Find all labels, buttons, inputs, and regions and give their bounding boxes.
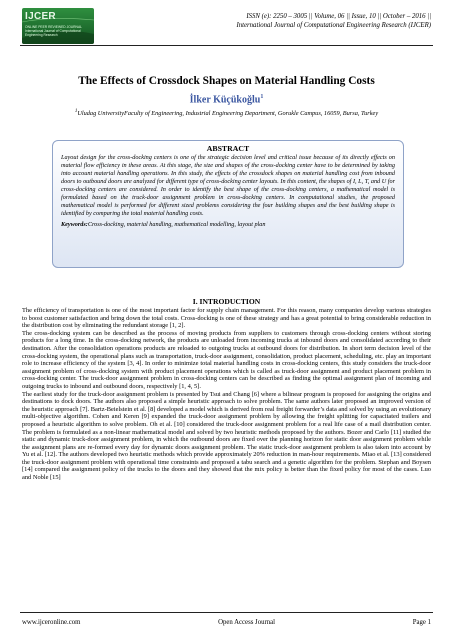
paper-title: The Effects of Crossdock Shapes on Material Handling Costs [78,75,375,87]
body-paragraph: The cross-docking system can be described as the process of moving products from suppliers to customers through cross-docking centers without storing products for a long time. In the cross-docking network, the products are unloaded from incoming trucks at inbound doors and consolidated according to their destination. After the consolidation operations products are reloaded to outgoing trucks at outbound doors for distribution. In short term decision level of the cross-docking system, the operational plans such as transportation, truck-door assignment, consolidation, product placement, scheduling, etc. play an important role to increase efficiency of the system [3, 4]. In order to minimize total material handling costs in cross-docking centers, this study considers the truck-door assignment problem of cross-docking system with product placement operations which is called as truck-door assignment and product placement problem in cross-docking center. The truck-door assignment problem in cross-docking centers can be described as finding the optimal assignment plan of incoming and outgoing trucks to inbound and outbound doors, respectively [1, 4, 5]. [22,329,431,390]
body-paragraph: The earliest study for the truck-door assignment problem is presented by Tsui and Chang [6] where a bilinear program is proposed for assigning the origins and destinations to dock doors. The authors also proposed a simple heuristic approach to solve problem. The same authors later proposed an improved version of the heuristic approach [7]. Bartz-Beielstein et al. [8] developed a model which is derived from real freight forwarder’s data and solved by using an evolutionary multi-objective algorithm. Cohen and Keren [9] expanded the truck-door assignment problem by allowing the freight splitting for capacitated trailers and proposed a heuristic algorithm to solve problem. Oh et al. [10] considered the truck-door assignment problem for a real life case of a mail distribution center. The problem is formulated as a non-linear mathematical model and solved by two heuristic methods proposed by the authors. Bozer and Carlo [11] studied the static and dynamic truck-door assignment problem, in which the outbound doors are fixed over the planning horizon for static door assignment problem while the assignment plans are re-formed every day for dynamic doors assignment problem. The static truck-door assignment problem is also taken into account by Yu et al. [12]. The authors developed two heuristic methods which provide approximately 20% reduction in man-hour requirements. Miao et al. [13] considered the truck-door assignment problem with operational time constraints and proposed a tabu search and a genetic algorithm for the problem. Stephan and Boysen [14] compared the assignment policy of the trucks to the doors and they showed that the mix policy is better than the fixed policy for most of the cases. Luo and Noble [15] [22,390,431,482]
body-text [22,307,431,482]
affiliation-text: Uludag UniversityFaculty of Engineering, Industrial Engineering Department, Gorukle Campus, 16059, Bursa, Turkey [77,110,379,118]
keywords-line [61,221,395,229]
journal-header-info [236,12,431,30]
abstract-box [52,140,404,268]
keywords-text: Cross-docking, material handling, mathematical modelling, layout plan [87,221,266,229]
footer-center-text: Open Access Journal [218,619,276,626]
journal-logo [22,8,94,44]
section-heading: I. INTRODUCTION [192,297,261,306]
author-name: İlker Küçükoğlu [189,94,261,106]
author-superscript: 1 [260,94,264,100]
page-footer [22,619,431,626]
paper-author [20,94,433,105]
abstract-heading: ABSTRACT [206,144,250,153]
abstract-text: Layout design for the cross-docking centers is one of the strategic decision level and critical issue because of its directly effects on material flow efficiency in these areas. At this stage, the size and shapes of the cross-docking center have to be determined by taking into account material handling operations. In this study, the effects of the crossdock shapes on material handling cost from inbound doors to outbound doors are analyzed for different type of cross-docking center layouts. In this content, the shapes of I, L, T, and U for cross-docking centers are considered. In order to identify the best shape of the cross-docking centers, a mathematical model is formulated based on the truck-door assignment problem in cross-docking centers. In computational studies, the proposed mathematical model is performed for different sized problems considering the four building shapes and the best building shape is identified by comparing the total material handling costs. [61,154,395,218]
journal-name-line: International Journal of Computational Engineering Research (IJCER) [236,22,431,29]
footer-page-number: Page 1 [412,619,431,626]
issn-line: ISSN (e): 2250 – 3005 || Volume, 06 || Issue, 10 || October – 2016 || [246,13,431,20]
author-affiliation [40,108,413,118]
logo-subtitle: ONLINE PEER REVIEWED JOURNAL International Journal of Computational Engineering Research [25,25,82,37]
keywords-label: Keywords: [61,221,88,229]
body-paragraph: The efficiency of transportation is one of the most important factor for supply chain management. For this reason, many companies develop various strategies to boost customer satisfaction and bring down the total costs. Cross-docking is one of these strategy and has a great potential to bring considerable reduction in the distribution cost by eliminating the redundant storage [1, 2]. [22,307,431,330]
footer-website[interactable]: www.ijceronline.com [22,619,81,626]
affiliation-superscript: 1 [74,109,78,114]
footer-divider [20,612,433,613]
header-divider [20,45,433,46]
logo-title: IJCER [25,11,56,22]
